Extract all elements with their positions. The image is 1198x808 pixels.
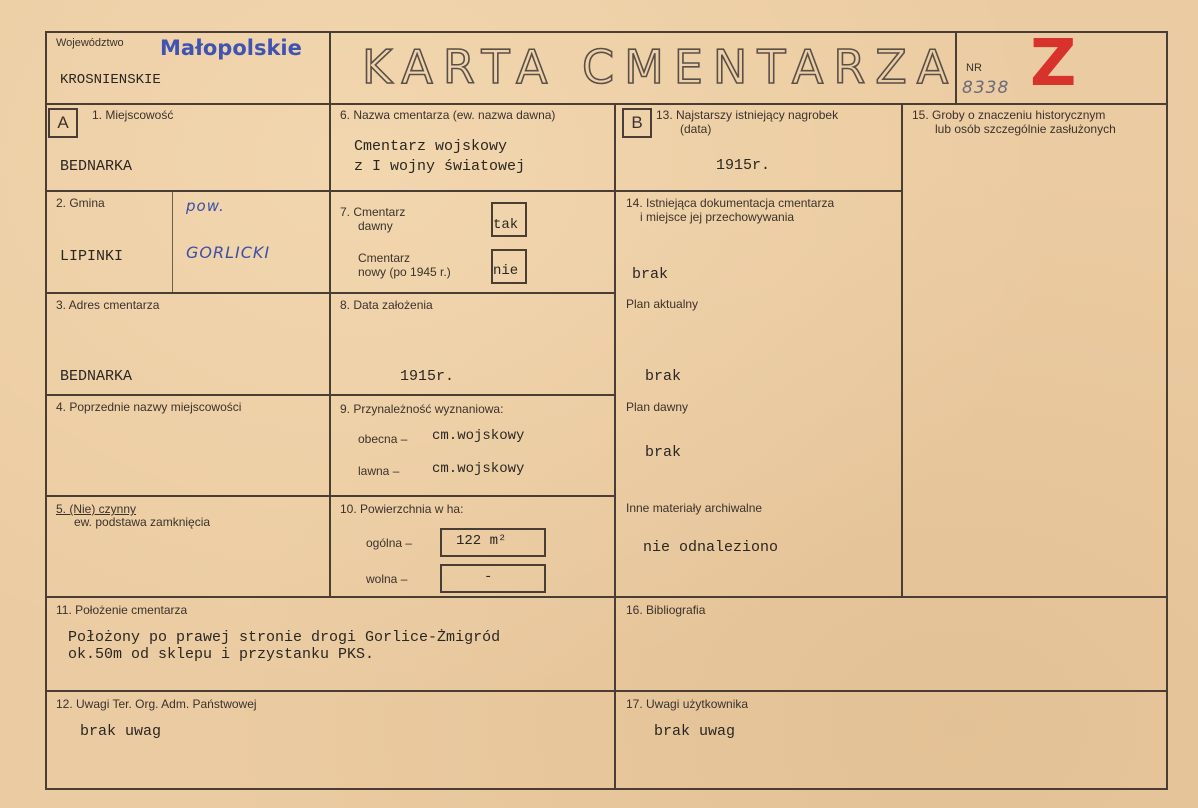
rule	[45, 394, 331, 396]
field-14-label-b: i miejsce jej przechowywania	[640, 210, 795, 224]
field-8-label: 8. Data założenia	[340, 298, 433, 312]
card-title: KARTA CMENTARZA	[362, 40, 959, 94]
field-10-ogolna-value: 122 m²	[456, 533, 507, 549]
nr-value: 8338	[962, 78, 1010, 98]
field-15-label-a: 15. Groby o znaczeniu historycznym	[912, 108, 1106, 122]
rule	[329, 103, 331, 598]
field-1-label: 1. Miejscowość	[92, 108, 174, 122]
field-2-hand-pow: pow.	[186, 197, 225, 215]
field-16-label: 16. Bibliografia	[626, 603, 706, 617]
field-2-hand-value: GORLICKI	[186, 243, 271, 262]
plan-dawny-value: brak	[645, 444, 682, 461]
plan-aktualny-label: Plan aktualny	[626, 297, 699, 311]
box-wolna	[440, 564, 546, 593]
field-17-value: brak uwag	[654, 723, 736, 740]
section-b-box: B	[622, 108, 652, 138]
rule	[45, 31, 1168, 33]
field-6-value-2: z I wojny światowej	[354, 158, 526, 175]
field-11-label: 11. Położenie cmentarza	[56, 603, 188, 617]
field-7-label-c: Cmentarz	[358, 251, 411, 265]
red-mark: Z	[1030, 27, 1077, 101]
field-9-jawna-label: lawna –	[358, 464, 400, 478]
field-14-label-a: 14. Istniejąca dokumentacja cmentarza	[626, 196, 835, 210]
field-5-label-a: 5. (Nie) czynny	[56, 502, 137, 516]
rule	[614, 103, 616, 790]
rule	[1166, 31, 1168, 790]
nr-label: NR	[966, 62, 982, 74]
field-13-value: 1915r.	[716, 157, 771, 174]
rule	[329, 31, 331, 105]
field-8-value: 1915r.	[400, 368, 455, 385]
field-9-obecna-value: cm.wojskowy	[432, 428, 525, 444]
rule	[45, 31, 47, 790]
section-a-box: A	[48, 108, 78, 138]
field-2-value: LIPINKI	[60, 248, 124, 265]
rule	[45, 292, 331, 294]
rule	[329, 190, 616, 192]
field-5-label-b: ew. podstawa zamknięcia	[74, 515, 211, 529]
field-7-dawny-value: tak	[493, 217, 519, 233]
rule	[901, 103, 903, 598]
field-6-label: 6. Nazwa cmentarza (ew. nazwa dawna)	[340, 108, 556, 122]
rule	[45, 690, 1168, 692]
field-9-obecna-label: obecna –	[358, 432, 408, 446]
field-10-wolna-value: -	[484, 569, 493, 585]
field-10-ogolna-label: ogólna –	[366, 536, 413, 550]
rule	[329, 495, 616, 497]
inne-materialy-label: Inne materiały archiwalne	[626, 501, 763, 515]
field-1-value: BEDNARKA	[60, 158, 133, 175]
field-12-label: 12. Uwagi Ter. Org. Adm. Państwowej	[56, 697, 257, 711]
field-9-label: 9. Przynależność wyznaniowa:	[340, 402, 504, 416]
rule	[614, 190, 903, 192]
field-12-value: brak uwag	[80, 723, 162, 740]
field-10-label: 10. Powierzchnia w ha:	[340, 502, 464, 516]
field-10-wolna-label: wolna –	[366, 572, 408, 586]
field-13-label-b: (data)	[680, 122, 712, 136]
rule	[45, 495, 331, 497]
field-3-value: BEDNARKA	[60, 368, 133, 385]
inne-materialy-value: nie odnaleziono	[643, 539, 779, 556]
field-4-label: 4. Poprzednie nazwy miejscowości	[56, 400, 242, 414]
field-11-value-2: ok.50m od sklepu i przystanku PKS.	[68, 646, 375, 663]
field-14-value: brak	[632, 266, 669, 283]
wojewodztwo-label: Województwo	[56, 37, 124, 49]
field-15-label-b: lub osób szczególnie zasłużonych	[935, 122, 1116, 136]
field-7-label-b: dawny	[358, 219, 393, 233]
field-9-jawna-value: cm.wojskowy	[432, 461, 525, 477]
rule	[172, 192, 173, 292]
rule	[45, 190, 331, 192]
field-17-label: 17. Uwagi użytkownika	[626, 697, 749, 711]
wojewodztwo-stamp: Małopolskie	[160, 36, 302, 60]
rule	[329, 292, 616, 294]
field-7-label-d: nowy (po 1945 r.)	[358, 265, 451, 279]
rule	[45, 103, 1168, 105]
field-3-label: 3. Adres cmentarza	[56, 298, 160, 312]
field-11-value-1: Położony po prawej stronie drogi Gorlice-Żmigród	[68, 629, 501, 646]
plan-aktualny-value: brak	[645, 368, 682, 385]
field-6-value-1: Cmentarz wojskowy	[354, 138, 508, 155]
field-7-label-a: 7. Cmentarz	[340, 205, 406, 219]
field-13-label-a: 13. Najstarszy istniejący nagrobek	[656, 108, 839, 122]
field-7-nowy-value: nie	[493, 263, 519, 279]
wojewodztwo-value: KROSNIENSKIE	[60, 72, 161, 88]
rule	[45, 596, 1168, 598]
rule	[45, 788, 1168, 790]
field-2-label: 2. Gmina	[56, 196, 105, 210]
plan-dawny-label: Plan dawny	[626, 400, 689, 414]
rule	[329, 394, 616, 396]
